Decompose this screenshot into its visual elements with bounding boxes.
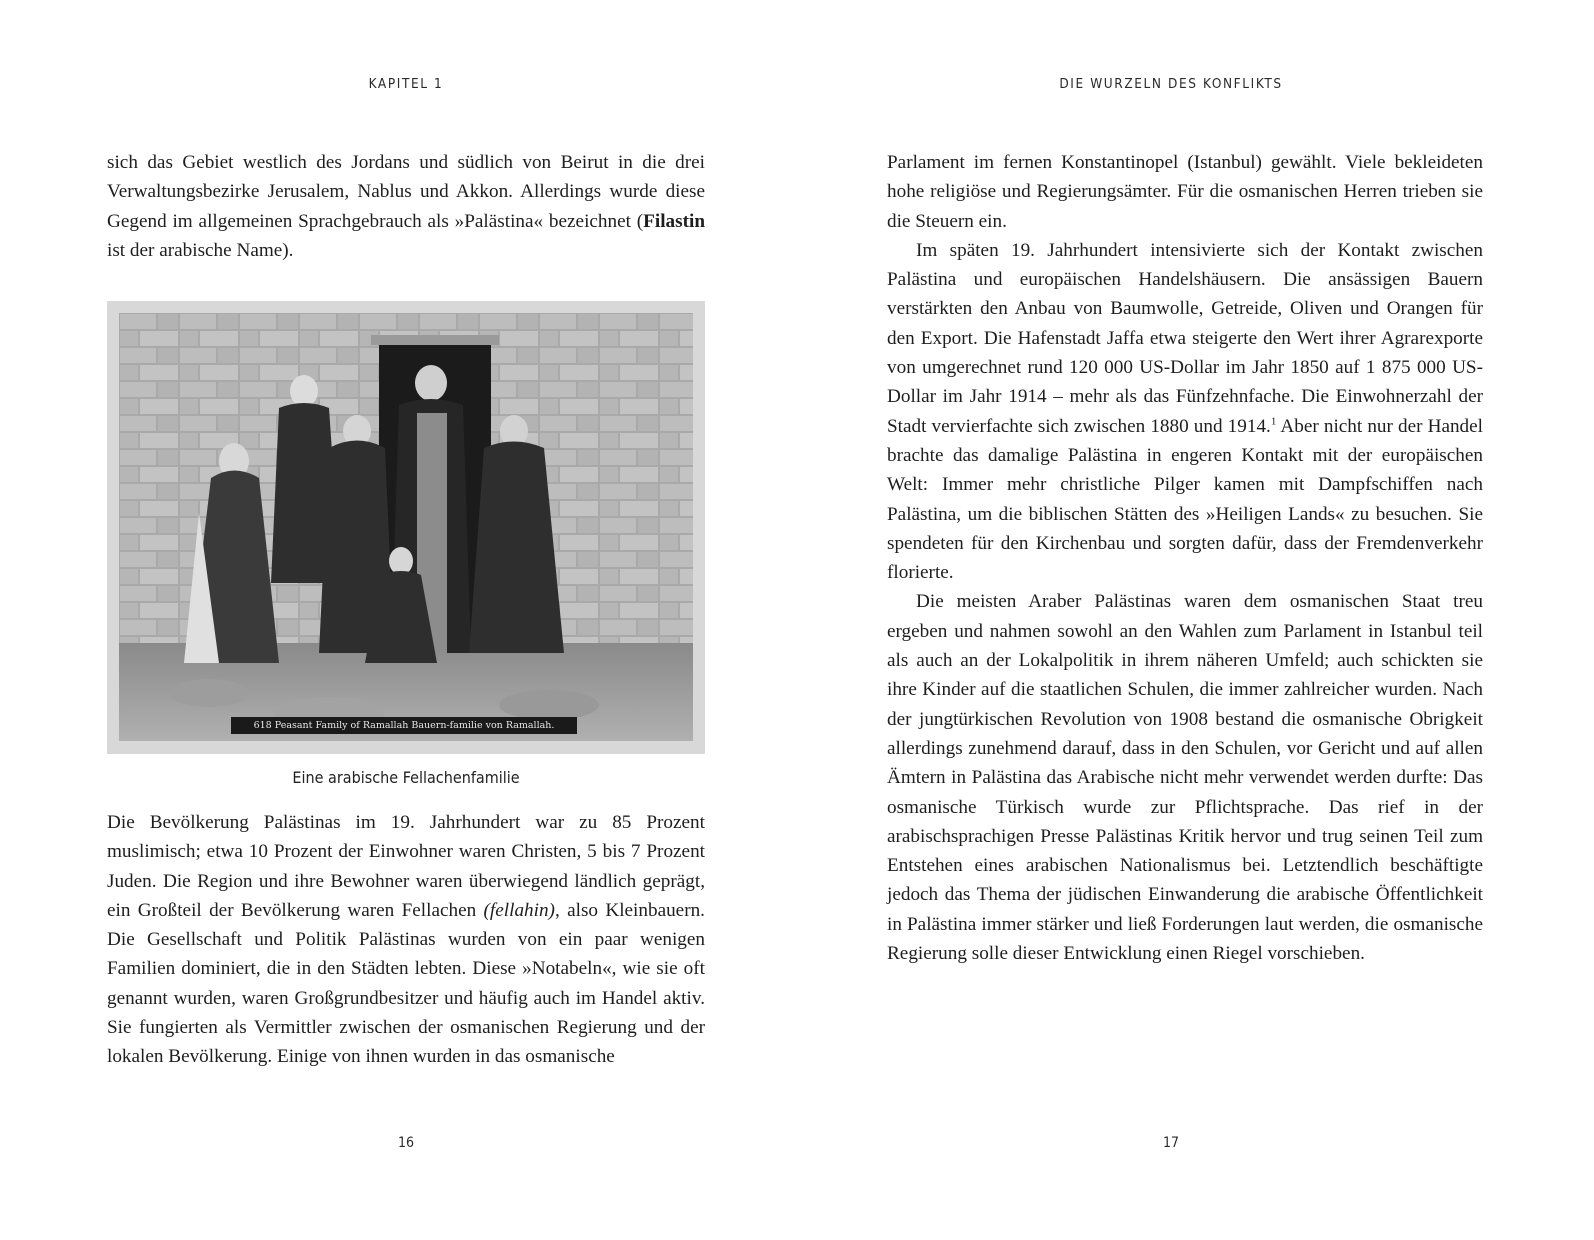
photo-plate-label: 618 Peasant Family of Ramallah Bauern-familie von Ramallah.: [231, 717, 577, 734]
top-paragraph-text-1: sich das Gebiet westlich des Jordans und südlich von Beirut in die drei Verwaltungsbezirke Jerusalem, Nablus und Akkon. Allerdings wurde diese Gegend im allgemeinen Sprachgebrauch als »Palästina« bezeichnet (: [107, 152, 705, 232]
paragraph-3: Die meisten Araber Palästinas waren dem osmanischen Staat treu ergeben und nahmen sowohl an den Wahlen zum Parlament in Istanbul teil als auch an der Lokalpolitik in ihrem näheren Umfeld; auch schickten sie ihre Kinder auf die staatlichen Schulen, die immer zahlreicher wurden. Nach der jungtürkischen Revolution von 1908 bestand die osmanische Obrigkeit allerdings zunehmend darauf, dass in den Schulen, vor Gericht und auf allen Ämtern in Palästina das Arabische nicht mehr verwendet werden durfte: Das osmanische Türkisch wurde zur Pflichtsprache. Das rief in der arabischsprachigen Presse Palästinas Kritik hervor und trug seinen Teil zum Entstehen eines arabischen Nationalismus bei. Letztendlich beschäftigte jedoch das Thema der jüdischen Einwanderung die arabische Öffentlichkeit in Palästina immer stärker und ließ Forderungen laut werden, die osmanische Regierung solle dieser Entwicklung einen Riegel vorschieben.: [887, 591, 1483, 965]
running-head-right: DIE WURZELN DES KONFLIKTS: [1059, 76, 1283, 92]
page-number-right: 17: [1162, 1135, 1180, 1151]
bottom-paragraph: [107, 808, 705, 1072]
term-filastin: Filastin: [643, 210, 705, 232]
right-body-text: [887, 148, 1483, 968]
paragraph-2: [887, 236, 1483, 588]
running-head-left: KAPITEL 1: [368, 76, 444, 92]
paragraph-1: Parlament im fernen Konstantinopel (Istanbul) gewählt. Viele bekleideten hohe religiöse und Regierungsämter. Für die osmanischen Herren trieben sie die Steuern ein.: [887, 152, 1483, 232]
page-number-left: 16: [397, 1135, 415, 1151]
figure-caption: Eine arabische Fellachenfamilie: [292, 768, 520, 787]
photo-figure: [107, 301, 705, 754]
top-paragraph: [107, 148, 705, 265]
bottom-paragraph-text-2: , also Kleinbauern. Die Gesellschaft und Politik Palästinas wurden von ein paar wenigen Familien dominiert, die in den Städten lebten. Diese »Notabeln«, wie sie oft genannt wurden, waren Großgrundbesitzer und häufig auch im Handel aktiv. Sie fungierten als Vermittler zwischen der osmanischen Regierung und der lokalen Bevölkerung. Einige von ihnen wurden in das osmanische: [107, 899, 705, 1068]
top-paragraph-text-2: ist der arabische Name).: [107, 239, 294, 261]
right-page: [797, 0, 1594, 1240]
term-fellahin: (fellahin): [483, 899, 555, 921]
footnote-marker: 1: [1270, 415, 1277, 428]
bottom-paragraph-text-1: Die Bevölkerung Palästinas im 19. Jahrhundert war zu 85 Prozent muslimisch; etwa 10 Prozent der Einwohner waren Christen, 5 bis 7 Prozent Juden. Die Region und ihre Bewohner waren überwiegend ländlich geprägt, ein Großteil der Bevölkerung waren Fellachen: [107, 812, 705, 921]
photo-illustration: [119, 313, 693, 741]
paragraph-2-text-1: Im späten 19. Jahrhundert intensivierte sich der Kontakt zwischen Palästina und europäischen Handelshäusern. Die ansässigen Bauern verstärkten den Anbau von Baumwolle, Getreide, Oliven und Orangen für den Export. Die Hafenstadt Jaffa etwa steigerte den Wert ihrer Agrarexporte von umgerechnet rund 120 000 US-Dollar im Jahr 1850 auf 1 875 000 US-Dollar im Jahr 1914 – mehr als das Fünfzehnfache. Die Einwohnerzahl der Stadt vervierfachte sich zwischen 1880 und 1914.: [887, 239, 1483, 437]
family-photograph: [119, 313, 693, 741]
paragraph-2-text-2: Aber nicht nur der Handel brachte das damalige Palästina in engeren Kontakt mit der europäischen Welt: Immer mehr christliche Pilger kamen mit Dampfschiffen nach Palästina, um die biblischen Stätten des »Heiligen Lands« zu besuchen. Sie spendeten für den Kirchenbau und sorgten dafür, dass der Fremdenverkehr florierte.: [887, 415, 1483, 584]
